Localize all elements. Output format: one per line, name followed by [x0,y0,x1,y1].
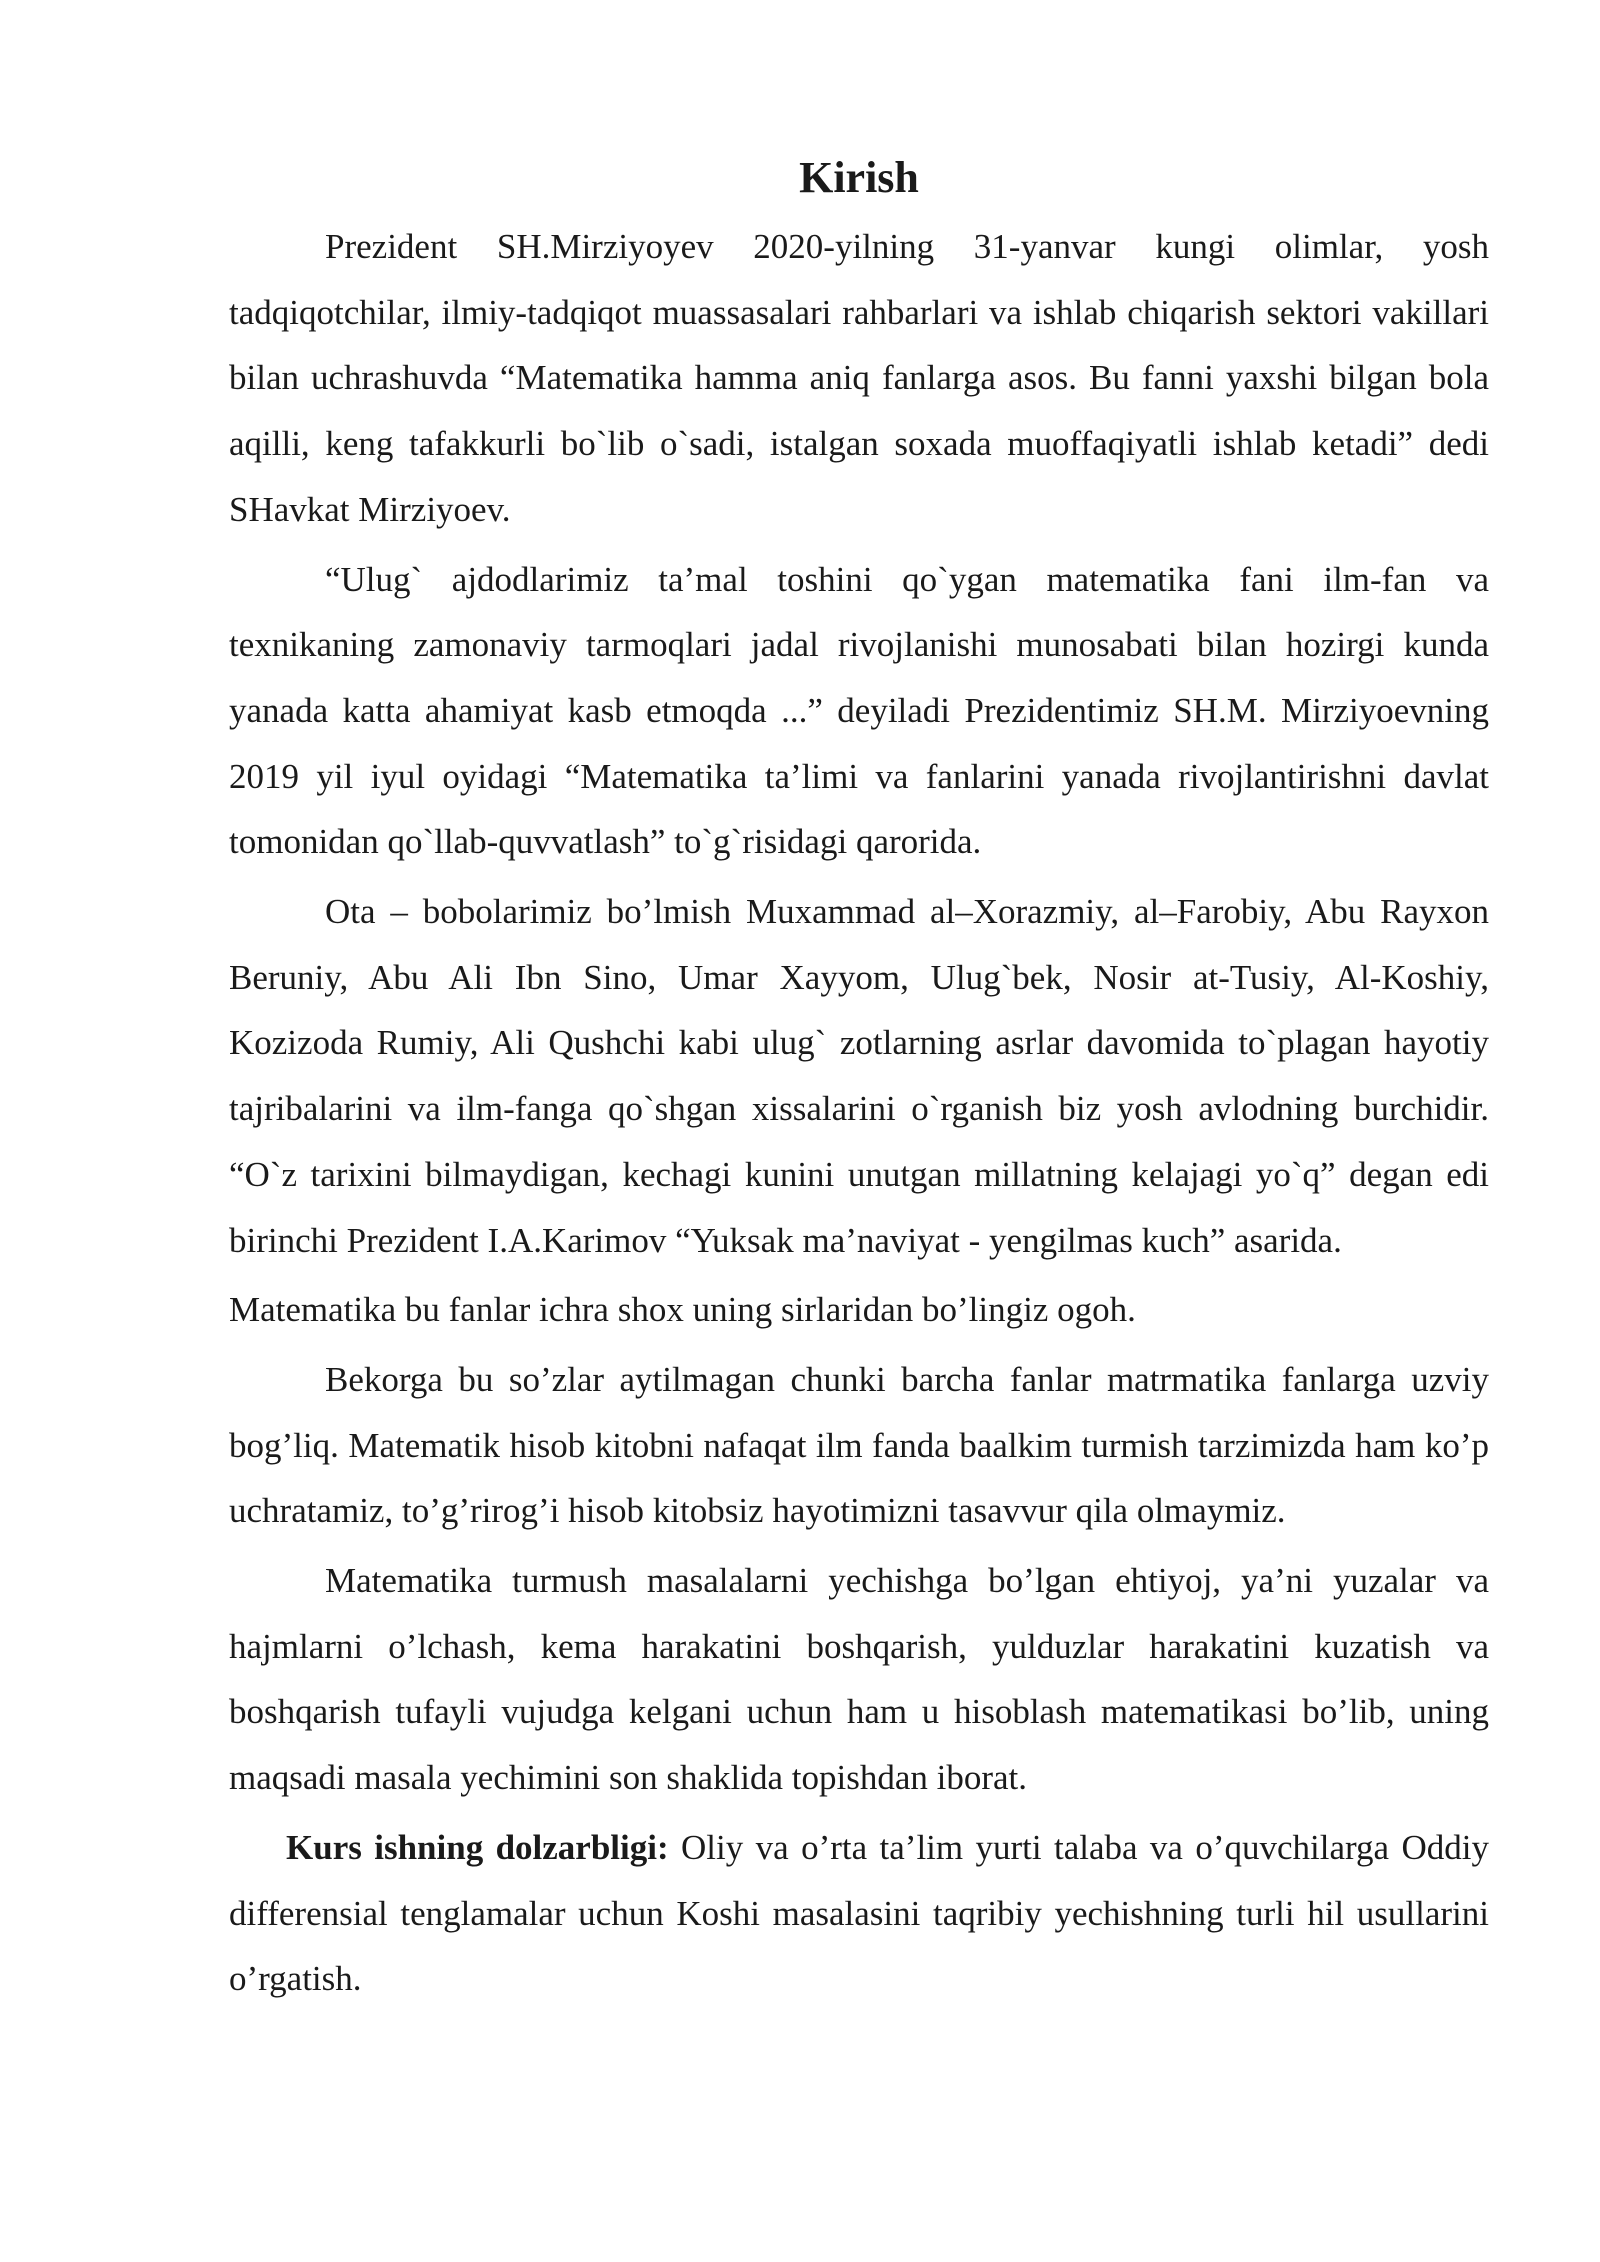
document-page [229,150,1489,2012]
paragraph-motto: Matematika bu fanlar ichra shox uning sirlaridan bo’lingiz ogoh. [229,1290,1136,1330]
paragraph-scholars: Ota – bobolarimiz bo’lmish Muxammad al–Xorazmiy, al–Farobiy, Abu Rayxon Beruniy, Abu Ali Ibn Sino, Umar Xayyom, Ulug`bek, Nosir at-Tusiy, Al-Koshiy, Kozizoda Rumiy, Ali Qushchi kabi ulug` zotlarning asrlar davomida to`plagan hayotiy tajribalarini va ilm-fanga qo`shgan xissalarini o`rganish biz yosh avlodning burchidir. “O`z tarixini bilmaydigan, kechagi kunini unutgan millatning kelajagi yo`q” degan edi birinchi Prezident I.A.Karimov “Yuksak ma’naviyat - yengilmas kuch” asarida. [229,892,1489,1260]
paragraph-computational-math: Matematika turmush masalalarni yechishga bo’lgan ehtiyoj, ya’ni yuzalar va hajmlarni o’lchash, kema harakatini boshqarish, yulduzlar harakatini kuzatish va boshqarish tufayli vujudga kelgani uchun ham u hisoblash matematikasi bo’lib, uning maqsadi masala yechimini son shaklida topishdan iborat. [229,1561,1489,1798]
paragraph-president-quote: Prezident SH.Mirziyoyev 2020-yilning 31-yanvar kungi olimlar, yosh tadqiqotchilar, ilmiy-tadqiqot muassasalari rahbarlari va ishlab chiqarish sektori vakillari bilan uchrashuvda “Matematika hamma aniq fanlarga asos. Bu fanni yaxshi bilgan bola aqilli, keng tafakkurli bo`lib o`sadi, istalgan soxada muoffaqiyatli ishlab ketadi” dedi SHavkat Mirziyoev. [229,227,1489,529]
relevance-label: Kurs ishning dolzarbligi: [286,1827,669,1867]
page-title: Kirish [799,153,919,202]
paragraph-relevance [229,1815,1489,2012]
paragraph-interconnection: Bekorga bu so’zlar aytilmagan chunki barcha fanlar matrmatika fanlarga uzviy bog’liq. Matematik hisob kitobni nafaqat ilm fanda baalkim turmish tarzimizda ham ko’p uchratamiz, to’g’rirog’i hisob kitobsiz hayotimizni tasavvur qila olmaymiz. [229,1359,1489,1531]
relevance-text: Oliy va o’rta ta’lim yurti talaba va o’quvchilarga Oddiy differensial tenglamalar uchun Koshi masalasini taqribiy yechishning turli hil usullarini o’rgatish. [229,1827,1489,1999]
paragraph-ancestors-decree: “Ulug` ajdodlarimiz ta’mal toshini qo`ygan matematika fani ilm-fan va texnikaning zamonaviy tarmoqlari jadal rivojlanishi munosabati bilan hozirgi kunda yanada katta ahamiyat kasb etmoqda ...” deyiladi Prezidentimiz SH.M. Mirziyoevning 2019 yil iyul oyidagi “Matematika ta’limi va fanlarini yanada rivojlantirishni davlat tomonidan qo`llab-quvvatlash” to`g`risidagi qarorida. [229,559,1489,862]
